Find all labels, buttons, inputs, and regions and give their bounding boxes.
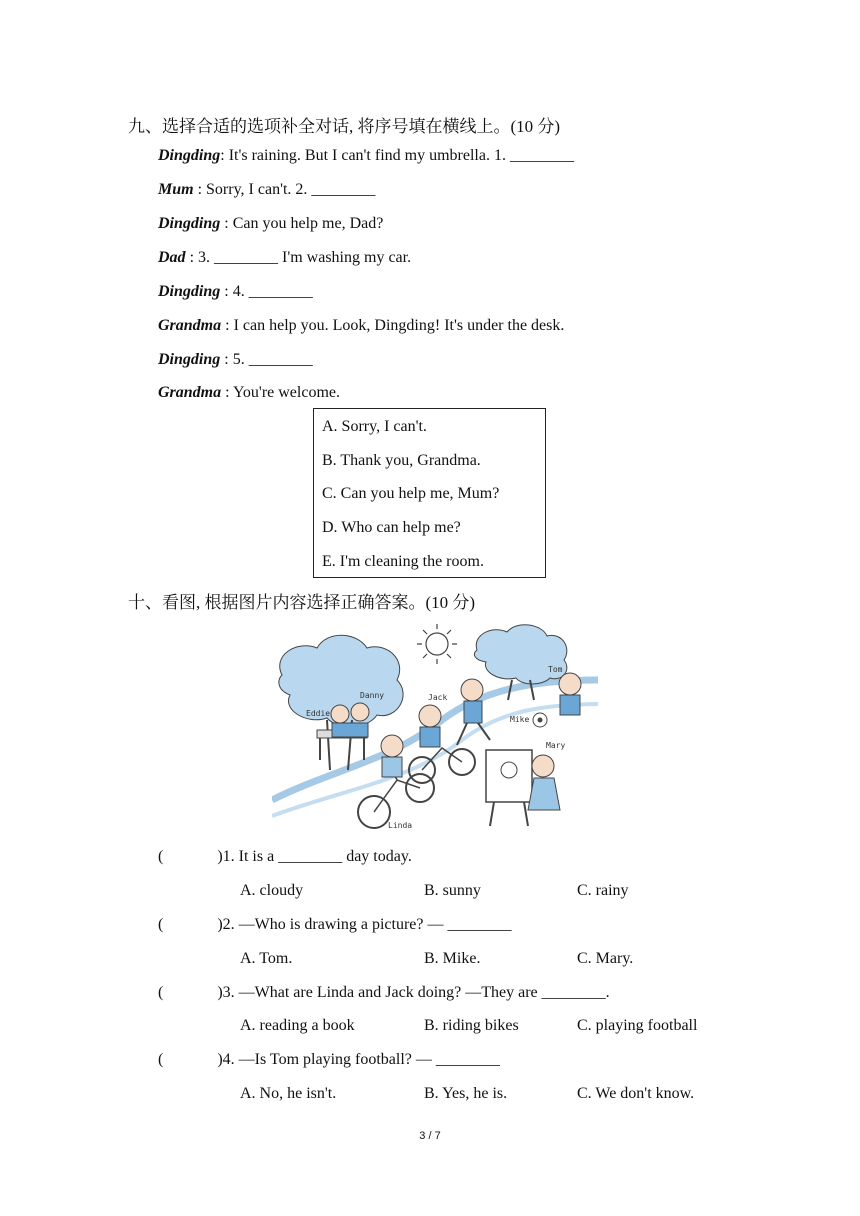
section-10-heading: 十、看图, 根据图片内容选择正确答案。(10 分) xyxy=(128,593,476,612)
line-text: : It's raining. But I can't find my umbrella. 1. ________ xyxy=(220,147,574,164)
q1-choice-b: B. sunny xyxy=(424,882,481,899)
q3-choice-c: C. playing football xyxy=(577,1017,698,1034)
section-9-heading: 九、选择合适的选项补全对话, 将序号填在横线上。(10 分) xyxy=(128,117,561,136)
dialogue-line-1 xyxy=(158,147,574,165)
q2-choice-a: A. Tom. xyxy=(240,950,293,967)
question-1 xyxy=(158,848,412,866)
speaker: Dingding xyxy=(158,147,221,164)
q3-choice-b: B. riding bikes xyxy=(424,1017,519,1034)
answer-paren: ( xyxy=(158,916,164,933)
speaker: Dad xyxy=(158,249,186,266)
q4-choice-a: A. No, he isn't. xyxy=(240,1085,337,1102)
speaker: Grandma xyxy=(158,384,222,401)
q4-choice-c: C. We don't know. xyxy=(577,1085,695,1102)
dialogue-line-2 xyxy=(158,181,375,199)
easel-icon xyxy=(486,750,532,826)
option-d: D. Who can help me? xyxy=(322,519,461,536)
q4-choice-b: B. Yes, he is. xyxy=(424,1085,508,1102)
option-c: C. Can you help me, Mum? xyxy=(322,485,500,502)
q2-choice-c: C. Mary. xyxy=(577,950,634,967)
line-text: : You're welcome. xyxy=(221,384,340,401)
answer-paren: ( xyxy=(158,848,164,865)
line-text: : Sorry, I can't. 2. ________ xyxy=(193,181,376,198)
line-text: : Can you help me, Dad? xyxy=(220,215,384,232)
q1-choice-a: A. cloudy xyxy=(240,882,304,899)
dialogue-line-5 xyxy=(158,283,313,301)
label-danny: Danny xyxy=(360,691,385,700)
q2-choice-b: B. Mike. xyxy=(424,950,481,967)
answer-paren: ( xyxy=(158,984,164,1001)
sun-icon xyxy=(417,624,457,664)
label-linda: Linda xyxy=(388,821,413,830)
park-scene-illustration xyxy=(272,620,598,834)
speaker: Grandma xyxy=(158,317,222,334)
speaker: Mum xyxy=(158,181,194,198)
question-2 xyxy=(158,916,511,934)
dialogue-line-7 xyxy=(158,351,313,369)
bicycle-icon xyxy=(358,770,434,828)
label-mike: Mike xyxy=(510,715,530,724)
q1-choice-c: C. rainy xyxy=(577,882,629,899)
q3-choice-a: A. reading a book xyxy=(240,1017,355,1034)
dialogue-line-6 xyxy=(158,317,564,335)
answer-paren: ( xyxy=(158,1051,164,1068)
option-b: B. Thank you, Grandma. xyxy=(322,452,481,469)
label-mary: Mary xyxy=(546,741,566,750)
dialogue-line-4 xyxy=(158,249,411,267)
options-box xyxy=(313,408,546,578)
label-jack: Jack xyxy=(428,693,448,702)
speaker: Dingding xyxy=(158,215,221,232)
page-number: 3 / 7 xyxy=(419,1130,441,1142)
line-text: : 4. ________ xyxy=(220,283,313,300)
dialogue-line-3 xyxy=(158,215,383,233)
label-eddie: Eddie xyxy=(306,709,331,718)
line-text: : I can help you. Look, Dingding! It's under the desk. xyxy=(221,317,565,334)
question-4 xyxy=(158,1051,500,1069)
question-text: )4. —Is Tom playing football? — ________ xyxy=(217,1051,500,1068)
dialogue-line-8 xyxy=(158,384,340,402)
speaker: Dingding xyxy=(158,283,221,300)
question-text: )2. —Who is drawing a picture? — ________ xyxy=(217,916,512,933)
label-tom: Tom xyxy=(548,665,563,674)
option-e: E. I'm cleaning the room. xyxy=(322,553,484,570)
option-a: A. Sorry, I can't. xyxy=(322,418,427,435)
line-text: : 3. ________ I'm washing my car. xyxy=(185,249,412,266)
question-3 xyxy=(158,984,610,1002)
speaker: Dingding xyxy=(158,351,221,368)
football-icon xyxy=(533,713,547,727)
question-text: )3. —What are Linda and Jack doing? —They are ________. xyxy=(217,984,610,1001)
line-text: : 5. ________ xyxy=(220,351,313,368)
question-text: )1. It is a ________ day today. xyxy=(217,848,412,865)
